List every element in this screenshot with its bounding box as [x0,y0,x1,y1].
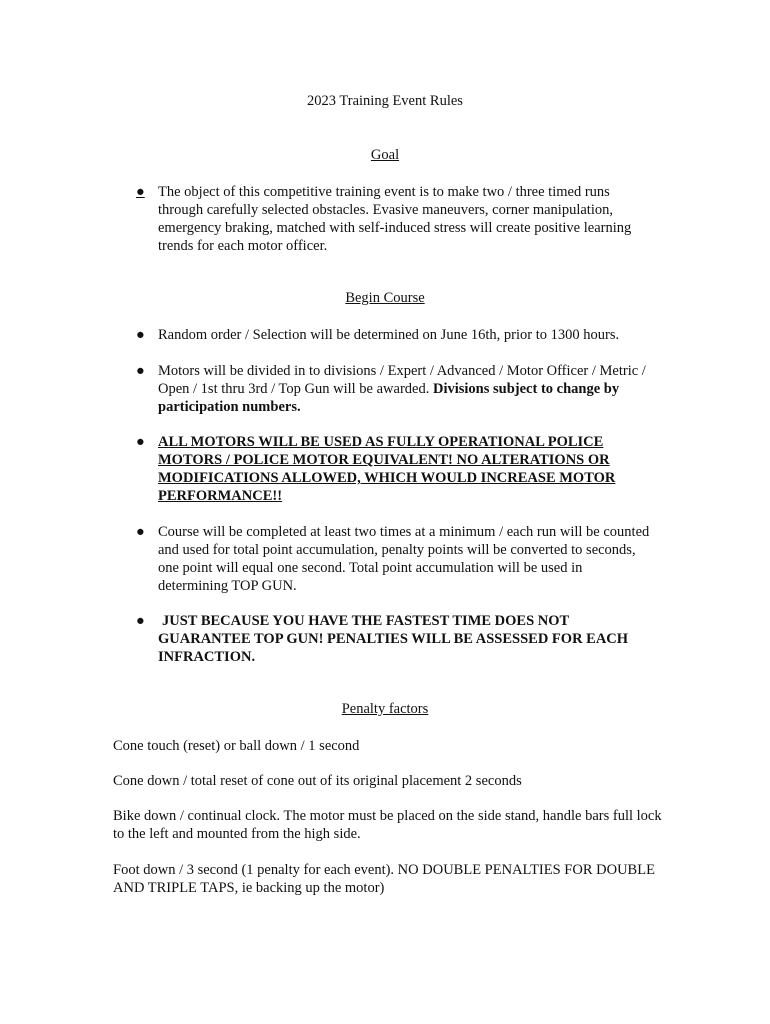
bullet-icon: ● [136,184,145,200]
list-item-text-wrap [158,362,656,416]
document-title: 2023 Training Event Rules [307,93,463,109]
penalty-factors-heading: Penalty factors [341,701,429,717]
penalty-item: Foot down / 3 second (1 penalty for each event). NO DOUBLE PENALTIES FOR DOUBLE AND TRIPLE TAPS, ie backing up the motor) [113,862,655,896]
list-item [136,433,656,505]
list-item-text: JUST BECAUSE YOU HAVE THE FASTEST TIME DOES NOT GUARANTEE TOP GUN! PENALTIES WILL BE ASSESSED FOR EACH INFRACTION. [158,613,629,665]
bullet-icon: ● [136,327,145,343]
list-item-bold-text: Divisions subject to change by participation numbers. [158,381,620,415]
list-item-text: Motors will be divided in to divisions / Expert / Advanced / Motor Officer / Metric / Open / 1st thru 3rd / Top Gun will be awarded. [158,363,646,397]
list-item [136,612,656,666]
penalty-item: Cone touch (reset) or ball down / 1 second [113,738,360,754]
list-item [136,523,656,595]
goal-bullet [136,183,656,255]
begin-course-heading: Begin Course [345,290,425,306]
bullet-icon: ● [136,363,145,379]
list-item [136,326,656,344]
list-item-text: ALL MOTORS WILL BE USED AS FULLY OPERATIONAL POLICE MOTORS / POLICE MOTOR EQUIVALENT! NO ALTERATIONS OR MODIFICATIONS ALLOWED, WHICH WOULD INCREASE MOTOR PERFORMANCE!! [158,434,616,504]
list-item [136,362,656,416]
goal-text: The object of this competitive training event is to make two / three timed runs through carefully selected obstacles. Evasive maneuvers, corner manipulation, emergency braking, matched with self-induced stress will create positive learning trends for each motor officer. [158,184,632,254]
goal-heading: Goal [370,147,400,163]
penalty-item: Bike down / continual clock. The motor must be placed on the side stand, handle bars full lock to the left and mounted from the high side. [113,808,662,842]
bullet-icon: ● [136,613,145,629]
list-item-text: Random order / Selection will be determined on June 16th, prior to 1300 hours. [158,327,620,343]
bullet-icon: ● [136,524,145,540]
bullet-icon: ● [136,434,145,450]
list-item-text: Course will be completed at least two times at a minimum / each run will be counted and used for total point accumulation, penalty points will be converted to seconds, one point will equal one second. Total point accumulation will be used in determining TOP GUN. [158,524,650,594]
penalty-item: Cone down / total reset of cone out of its original placement 2 seconds [113,773,522,789]
